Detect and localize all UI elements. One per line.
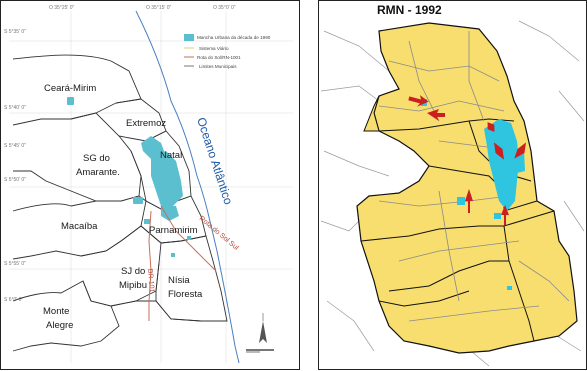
label-extremoz: Extremoz bbox=[126, 118, 167, 129]
label-macaiba: Macaíba bbox=[61, 221, 98, 232]
label-monte-line2: Alegre bbox=[46, 320, 74, 331]
left-coord-2: S 5°40' 0" bbox=[4, 105, 26, 111]
right-map bbox=[319, 1, 587, 371]
legend-roads-label: Sistema Viário bbox=[199, 46, 229, 51]
label-sj-line1: SJ do bbox=[121, 266, 146, 277]
label-monte-line1: Monte bbox=[43, 306, 70, 317]
legend-urban-swatch bbox=[184, 34, 194, 41]
label-ceara-mirim: Ceará-Mirim bbox=[44, 83, 97, 94]
legend-rota-label: Rota do Sol/RN-1001 bbox=[197, 55, 241, 60]
label-rota-do-sol: Rota do Sol Sul bbox=[197, 215, 240, 252]
top-coord-2: O 35°15' 0" bbox=[146, 5, 172, 11]
label-sg-line1: SG do bbox=[83, 153, 110, 164]
label-parnamirim: Parnamirim bbox=[149, 225, 198, 236]
left-coord-4: S 5°50' 0" bbox=[4, 177, 26, 183]
scale-bar bbox=[246, 349, 274, 353]
left-coord-1: S 5°35' 0" bbox=[4, 29, 26, 35]
legend-urban-label: Mancha Urbana da década de 1990 bbox=[197, 35, 271, 40]
right-map-panel bbox=[318, 0, 587, 370]
legend-limits-label: Limites Municipais bbox=[199, 64, 237, 69]
top-coord-1: O 35°25' 0" bbox=[49, 5, 75, 11]
left-coord-5: S 5°55' 0" bbox=[4, 261, 26, 267]
map-title: RMN - 1992 bbox=[377, 3, 442, 17]
label-nisia-line2: Floresta bbox=[168, 289, 203, 300]
left-coord-6: S 6°0' 0" bbox=[4, 297, 24, 303]
top-coord-3: O 35°0' 0" bbox=[213, 5, 236, 11]
label-nisia-line1: Nísia bbox=[168, 275, 190, 286]
label-sg-line2: Amarante. bbox=[76, 167, 120, 178]
label-ocean: Oceano Atlântico bbox=[194, 115, 236, 207]
north-arrow-icon bbox=[259, 313, 267, 343]
label-sj-line2: Mipibu bbox=[119, 280, 147, 291]
left-coord-3: S 5°45' 0" bbox=[4, 143, 26, 149]
left-map bbox=[1, 1, 301, 371]
legend bbox=[184, 34, 271, 69]
label-br-101: BR-101 bbox=[146, 268, 156, 293]
label-natal: Natal bbox=[160, 150, 183, 161]
